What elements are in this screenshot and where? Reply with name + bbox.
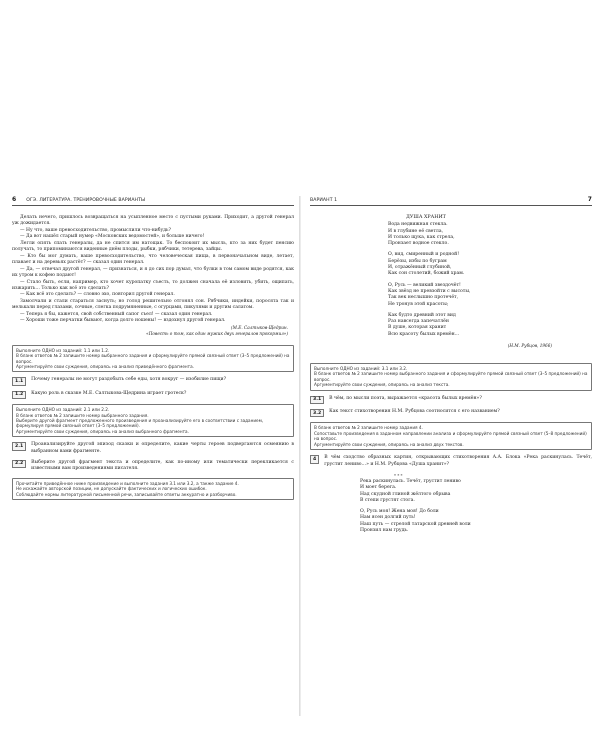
poem-stanza <box>388 283 592 308</box>
task-number: 3.1 <box>310 396 324 404</box>
instruction-line: В бланк ответов № 2 запишите номер задания 4. <box>314 425 423 431</box>
poem-line: Как будто древний этот вид <box>388 312 456 318</box>
instruction-box-2 <box>12 404 294 437</box>
comparison-poem <box>360 473 592 534</box>
poem-line: И только щука, как стрела, <box>388 234 455 240</box>
instruction-line: Сопоставьте произведения в заданном направлении анализа и сформулируйте прямой связный ответ (5–8 предложений) на вопрос. <box>314 430 587 442</box>
prose-paragraph: — Кто бы мог думать, ваше превосходительство, что человеческая пища, в первоначальном виде, летает, плавает и на деревьях растёт? — сказал один генерал. <box>12 253 294 266</box>
book-gutter <box>299 196 301 716</box>
prose-excerpt <box>12 215 294 325</box>
task-4 <box>310 455 592 468</box>
instruction-line: В бланк ответов № 2 запишите номер выбранного задания и сформулируйте прямой связный ответ (3–5 предложений) на вопрос. <box>314 371 588 382</box>
poem-source: (Н.М. Рубцов, 1966) <box>507 343 552 349</box>
task-2-2 <box>12 460 294 473</box>
task-text: Как текст стихотворения Н.М. Рубцова соотносится с его названием? <box>329 409 500 415</box>
task-2-1 <box>12 442 294 455</box>
instruction-line: Аргументируйте свои суждения, опираясь на анализ текста. <box>314 382 450 388</box>
instruction-line: Не искажайте авторской позиции, не допускайте фактических и логических ошибок. <box>16 486 207 492</box>
poem-line: В душе, которая хранит <box>388 325 447 331</box>
prose-paragraph: — Да вот нашёл старый нумер «Московских ведомостей», и больше ничего! <box>20 234 205 240</box>
prose-paragraph: — Да, — отвечал другой генерал, — признаться, и я до сих пор думал, что булки в том самом виде родятся, как их утром к кофею подают! <box>12 266 294 279</box>
poem-line: Так век неслышно протечёт, <box>388 295 459 301</box>
poem-stanza <box>388 252 592 277</box>
running-title: ВАРИАНТ 1 <box>310 198 338 203</box>
left-page <box>12 196 294 716</box>
instruction-line: В бланк ответов № 2 запишите номер выбранного задания. <box>16 412 149 418</box>
instruction-line: Аргументируйте свои суждения, опираясь на анализ приведённого фрагмента. <box>16 363 194 369</box>
page-number: 6 <box>12 196 17 203</box>
poem-line: И моет берега. <box>360 485 397 491</box>
poem-line: Река раскинулась. Течёт, грустит лениво <box>360 478 461 484</box>
right-running-head <box>310 196 592 206</box>
instruction-line: В бланк ответов № 2 запишите номер выбранного задания и сформулируйте прямой связный ответ (3–5 предложений) на вопрос. <box>16 353 290 364</box>
poem-line: И, отражённый глубиной, <box>388 265 452 271</box>
task-number: 1.2 <box>12 391 26 399</box>
task-text: Проанализируйте другой эпизод сказки и определите, какие черты героев подвергаются осмеянию в выбранном вами фрагменте. <box>31 442 294 454</box>
task-number: 4 <box>310 455 319 463</box>
instruction-line: Выполните ОДНО из заданий: 1.1 или 1.2. <box>16 347 110 353</box>
poem-line: Пронзает водное стекло. <box>388 241 449 247</box>
poem-line: О, Русь моя! Жена моя! До боли <box>360 509 439 515</box>
poem-line: Как звёзд не превзойти с высоты, <box>388 288 471 294</box>
running-title: ОГЭ. ЛИТЕРАТУРА. ТРЕНИРОВОЧНЫЕ ВАРИАНТЫ <box>26 198 146 203</box>
page-number: 7 <box>587 196 592 203</box>
right-page <box>310 196 592 716</box>
book-spread <box>0 196 600 716</box>
poem-line: Не тронув этой красоты; <box>388 301 449 307</box>
instruction-line: Аргументируйте свои суждения, опираясь на анализ выбранного фрагмента. <box>16 428 189 434</box>
prose-paragraph: Делать нечего, пришлось возвращаться на усыпленное место с пустыми руками. Приходит, а другой генерал уж дожидается. <box>12 215 294 227</box>
task-number: 3.2 <box>310 409 324 417</box>
poem-line: Вода недвижная стекла. <box>388 222 448 228</box>
poem-line: Всю красоту былых времён… <box>388 331 460 337</box>
poem-line: Над скудной глиной жёлтого обрыва <box>360 491 451 497</box>
prose-paragraph: — Хороши тоже перчатки бывают, когда долго ношены! — вздохнул другой генерал. <box>20 318 226 324</box>
task-text: Выберите другой фрагмент текста и определите, как по-иному или тематически перекликается с известными вам произведениями писателя. <box>31 459 294 472</box>
prose-paragraph: — Стало быть, если, например, кто хочет куропатку съесть, то должен сначала её изловить, убить, ощипать, изжарить… Только как всё это сделать? <box>12 279 294 291</box>
poem-line: О, Русь — великий звездочёт! <box>388 282 461 288</box>
task-number: 2.2 <box>12 460 26 468</box>
poem-title: ДУША ХРАНИТ <box>406 215 446 220</box>
instruction-box-3 <box>12 478 294 500</box>
prose-paragraph: — Теперь я бы, кажется, свой собственный сапог съел! — сказал один генерал. <box>20 311 213 317</box>
source-title: «Повесть о том, как один мужик двух генералов прокормил») <box>146 330 288 336</box>
instruction-line: Выберите другой фрагмент предложенного произведения и проанализируйте его в соответствии с заданием, формулируя прямой связный ответ (3–5 предложений). <box>16 417 264 429</box>
poem-stanza <box>388 222 592 247</box>
poem <box>388 215 592 338</box>
prose-paragraph: Легли опять спать генералы, да не спится им натощак. То беспокоит их мысль, кто за них будет пенсию получать, то припоминаются виденные днём плоды, рыбки, рябчики, тетерева, зайцы. <box>12 240 294 253</box>
task-number: 1.1 <box>12 377 26 385</box>
poem-line: Как сон столетий, божий храм. <box>388 271 465 277</box>
poem-line: Наш путь — стрелой татарской древней воли <box>360 521 471 527</box>
instruction-line: Выполните ОДНО из заданий: 2.1 или 2.2. <box>16 407 110 413</box>
instruction-line: Аргументируйте свои суждения, опираясь на анализ двух текстов. <box>314 441 464 447</box>
poem-line: Нам ясен долгий путь! <box>360 515 416 521</box>
poem-line: Раз навсегда запечатлён <box>388 319 449 325</box>
instruction-box-5 <box>310 422 592 450</box>
poem-stanza <box>360 479 592 504</box>
instruction-line: Выполните ОДНО из заданий: 3.1 или 3.2. <box>314 366 408 372</box>
excerpt-source <box>12 325 288 337</box>
task-text: Почему генералы не могут раздобыть себе еды, хотя вокруг — изобилие пищи? <box>31 377 227 383</box>
task-text: В чём сходство образных картин, открывающих стихотворения А.А. Блока «Река раскинулась. Течёт, грустит лениво…» и Н.М. Рубцова «Душа хранит»? <box>324 455 592 467</box>
task-1-2 <box>12 391 294 399</box>
task-1-1 <box>12 377 294 385</box>
poem-line: В степи грустят стога. <box>360 497 415 503</box>
poem-line: И в глубине её светла, <box>388 228 444 234</box>
task-3-1 <box>310 396 592 404</box>
left-running-head <box>12 196 294 206</box>
poem-line: Пронзил нам грудь. <box>360 528 409 533</box>
task-3-2 <box>310 409 592 417</box>
source-author: (М.Е. Салтыков-Щедрин. <box>231 324 288 330</box>
task-text: В чём, по мысли поэта, выражается «красота былых времён»? <box>329 395 482 401</box>
task-number: 2.1 <box>12 442 26 450</box>
poem-stanza <box>360 509 592 534</box>
instruction-line: Прочитайте приведённое ниже произведение и выполните задания 3.1 или 3.2, а также задание 4. <box>16 480 239 486</box>
instruction-box-1 <box>12 345 294 373</box>
poem-stars: * * * <box>394 472 403 478</box>
instruction-box-4 <box>310 363 592 391</box>
prose-paragraph: Замолчали и стали стараться заснуть; но голод решительно отгонял сон. Рябчики, индейки, поросята так и мелькали перед глазами, сочные, слегка подрумяненные, с огурцами, пикулями и другим салатом. <box>12 298 294 311</box>
prose-paragraph: — Как всё это сделать? — словно эхо, повторил другой генерал. <box>20 292 175 298</box>
instruction-line: Соблюдайте нормы литературной письменной речи, записывайте ответы аккуратно и разборчиво. <box>16 491 237 497</box>
prose-paragraph: — Ну что, ваше превосходительство, промыслили что-нибудь? <box>20 227 171 233</box>
poem-line: О, вид, смиренный и родной! <box>388 252 460 258</box>
task-text: Какую роль в сказке М.Е. Салтыкова-Щедрина играет гротеск? <box>31 390 187 396</box>
poem-stanza <box>388 313 592 338</box>
poem-line: Берёзы, избы по буграм <box>388 258 447 264</box>
